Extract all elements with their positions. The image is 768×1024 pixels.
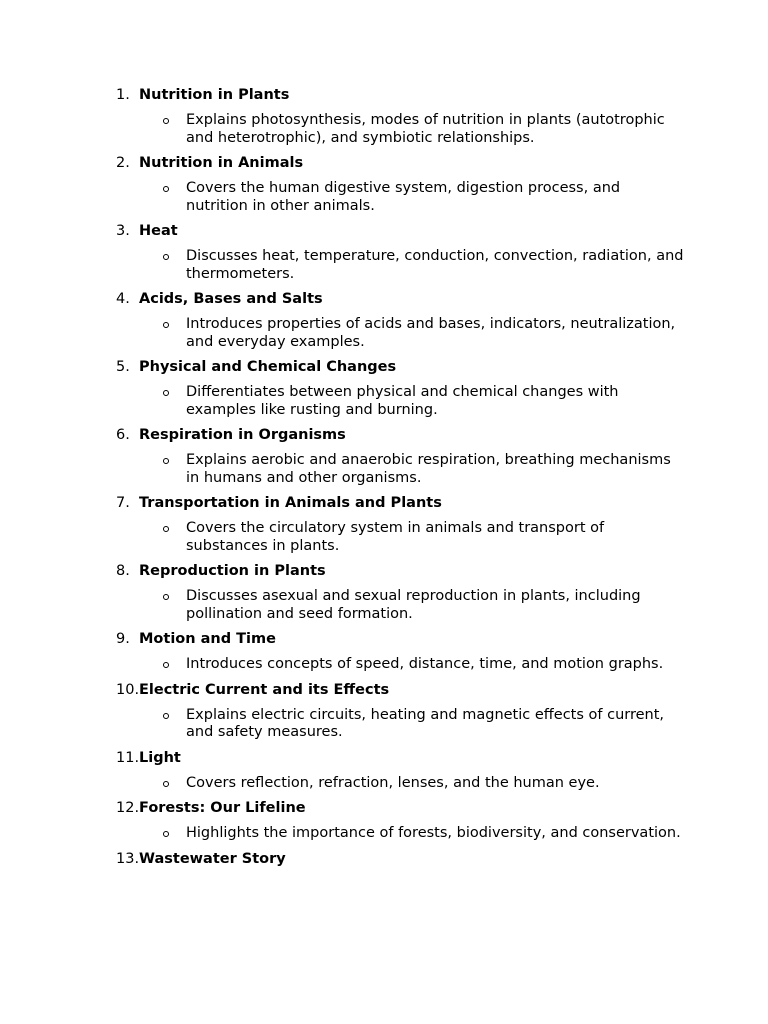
item-heading <box>116 290 696 309</box>
item-sub-bullet <box>116 112 696 147</box>
item-title: Reproduction in Plants <box>139 563 326 579</box>
item-heading <box>116 749 696 768</box>
list-item <box>116 426 696 487</box>
list-item <box>116 86 696 147</box>
item-title: Heat <box>139 223 178 239</box>
item-title: Motion and Time <box>139 631 276 647</box>
item-title: Respiration in Organisms <box>139 427 346 443</box>
item-number: 6. <box>116 427 130 443</box>
item-number: 9. <box>116 631 130 647</box>
item-title: Electric Current and its Effects <box>139 681 390 698</box>
list-item <box>116 799 696 843</box>
list-item <box>116 222 696 283</box>
item-number: 2. <box>116 155 130 171</box>
item-title: Physical and Chemical Changes <box>139 359 397 375</box>
chapter-list <box>116 86 696 876</box>
item-heading <box>116 358 696 377</box>
list-item <box>116 494 696 555</box>
item-description: Explains aerobic and anaerobic respiration, breathing mechanisms in humans and other organisms. <box>186 452 671 486</box>
item-number: 3. <box>116 223 130 239</box>
item-sub-bullet <box>116 180 696 215</box>
item-sub-bullet <box>116 707 696 742</box>
item-heading <box>116 630 696 649</box>
item-number: 1. <box>116 87 130 103</box>
item-number: 12. <box>116 800 140 816</box>
item-heading <box>116 222 696 241</box>
item-description: Discusses heat, temperature, conduction, convection, radiation, and thermometers. <box>186 248 684 282</box>
item-number: 13. <box>116 850 140 867</box>
item-heading <box>116 154 696 173</box>
item-description: Discusses asexual and sexual reproduction in plants, including pollination and seed formation. <box>186 588 641 622</box>
item-description: Introduces properties of acids and bases, indicators, neutralization, and everyday examples. <box>186 316 676 350</box>
item-number: 8. <box>116 563 130 579</box>
list-item <box>116 154 696 215</box>
item-title: Acids, Bases and Salts <box>139 291 323 307</box>
item-heading <box>116 426 696 445</box>
item-sub-bullet <box>116 588 696 623</box>
item-title: Wastewater Story <box>139 850 286 867</box>
item-description: Explains photosynthesis, modes of nutrition in plants (autotrophic and heterotrophic), and symbiotic relationships. <box>186 112 665 146</box>
item-number: 5. <box>116 359 130 375</box>
item-heading <box>116 681 696 700</box>
list-item <box>116 749 696 793</box>
item-number: 10. <box>116 681 140 698</box>
item-title: Nutrition in Animals <box>139 155 304 171</box>
item-sub-bullet <box>116 452 696 487</box>
item-number: 11. <box>116 749 140 766</box>
item-number: 4. <box>116 291 130 307</box>
item-sub-bullet <box>116 825 696 843</box>
item-heading <box>116 562 696 581</box>
item-title: Nutrition in Plants <box>139 87 290 103</box>
item-heading <box>116 494 696 513</box>
item-title: Forests: Our Lifeline <box>139 800 306 816</box>
item-title: Transportation in Animals and Plants <box>139 495 442 511</box>
item-sub-bullet <box>116 656 696 674</box>
item-description: Covers the human digestive system, digestion process, and nutrition in other animals. <box>186 180 621 214</box>
item-sub-bullet <box>116 520 696 555</box>
item-description: Covers reflection, refraction, lenses, and the human eye. <box>186 774 600 791</box>
item-heading <box>116 850 696 869</box>
item-number: 7. <box>116 495 130 511</box>
list-item <box>116 850 696 869</box>
item-description: Covers the circulatory system in animals and transport of substances in plants. <box>186 520 605 554</box>
list-item <box>116 290 696 351</box>
item-sub-bullet <box>116 316 696 351</box>
list-item <box>116 681 696 742</box>
item-description: Explains electric circuits, heating and magnetic effects of current, and safety measures. <box>186 706 665 740</box>
item-description: Highlights the importance of forests, biodiversity, and conservation. <box>186 825 681 841</box>
item-sub-bullet <box>116 775 696 793</box>
list-item <box>116 562 696 623</box>
list-item <box>116 358 696 419</box>
item-description: Introduces concepts of speed, distance, time, and motion graphs. <box>186 656 664 672</box>
item-heading <box>116 86 696 105</box>
item-sub-bullet <box>116 248 696 283</box>
item-description: Differentiates between physical and chemical changes with examples like rusting and burning. <box>186 384 619 418</box>
item-sub-bullet <box>116 384 696 419</box>
list-item <box>116 630 696 674</box>
item-heading <box>116 799 696 818</box>
item-title: Light <box>139 749 181 766</box>
